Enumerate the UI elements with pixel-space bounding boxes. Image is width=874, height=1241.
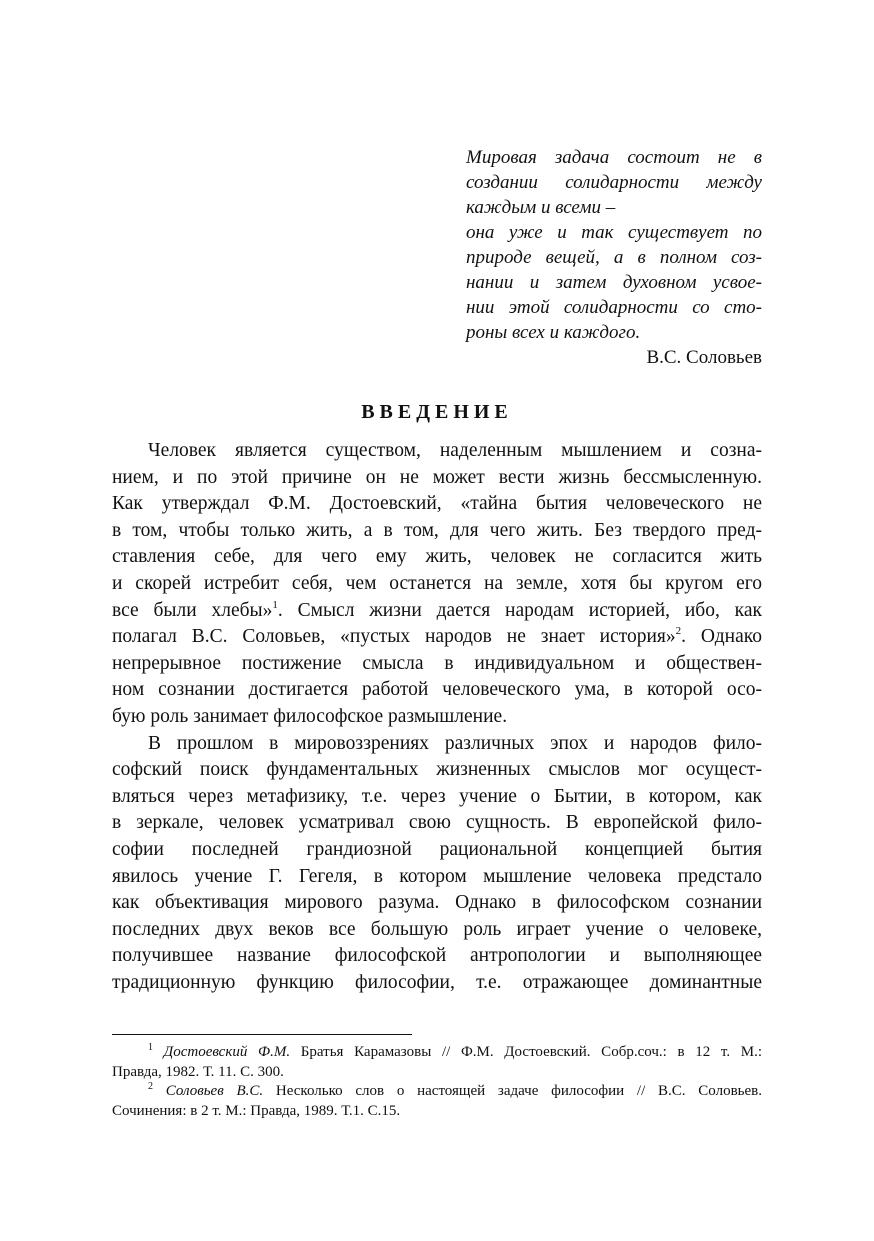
text-line: явилось учение Г. Гегеля, в котором мышление человека предстало: [112, 865, 762, 887]
paragraph-2: [112, 731, 762, 997]
text-line: в зеркале, человек усматривал свою сущность. В европейской фило-: [112, 812, 762, 834]
footnote-text: Братья Карамазовы // Ф.М. Достоевский. Собр.соч.: в 12 т. М.:: [290, 1044, 762, 1060]
text-line: вляться через метафизику, т.е. через учение о Бытии, в котором, как: [112, 785, 762, 807]
footnote-line: [112, 1043, 762, 1063]
text-line: последних двух веков все большую роль играет учение о человеке,: [112, 918, 762, 940]
text-line: ставления себе, для чего ему жить, человек не согласится жить: [112, 546, 762, 568]
text-line: софии последней грандиозной рациональной концепцией бытия: [112, 838, 762, 860]
footnotes: [112, 1043, 762, 1121]
footnote-text: Несколько слов о настоящей задаче философии // В.С. Соловьев.: [263, 1083, 762, 1099]
footnote-author: Достоевский Ф.М.: [163, 1044, 291, 1060]
epigraph: [466, 145, 762, 370]
footnote-line: Правда, 1982. Т. 11. С. 300.: [112, 1063, 284, 1080]
text-line: [112, 598, 762, 625]
paragraph-1: [112, 438, 762, 731]
epigraph-line: создании солидарности между: [466, 172, 762, 193]
epigraph-line: Мировая задача состоит не в: [466, 147, 762, 168]
footnote-author: Соловьев В.С.: [165, 1083, 264, 1099]
epigraph-line: роны всех и каждого.: [466, 322, 641, 343]
text-line: Человек является существом, наделенным мышлением и созна-: [148, 440, 762, 461]
epigraph-line: природе вещей, а в полном соз-: [466, 247, 762, 268]
footnote-line: [112, 1082, 762, 1102]
footnote-2: [112, 1082, 762, 1121]
footnote-mark: 1: [148, 1042, 153, 1053]
text-segment: полагал В.С. Соловьев, «пустых народов не знает история»: [112, 626, 676, 648]
text-line: Как утверждал Ф.М. Достоевский, «тайна бытия человеческого не: [112, 493, 762, 515]
text-segment: все были хлебы»: [112, 599, 273, 621]
epigraph-line: она уже и так существует по: [466, 222, 762, 243]
epigraph-line: каждым и всеми –: [466, 197, 616, 218]
footnote-divider: [112, 1034, 412, 1035]
footnote-ref-1[interactable]: 1: [272, 598, 278, 611]
text-line: получившее название философской антропологии и выполняющее: [112, 945, 762, 967]
text-line: в том, чтобы только жить, а в том, для чего жить. Без твердого пред-: [112, 519, 762, 541]
text-line: бую роль занимает философское размышление.: [112, 705, 508, 727]
epigraph-line: нании и затем духовном усвое-: [466, 272, 762, 293]
text-line: как объективация мирового разума. Однако в философском сознании: [112, 892, 762, 914]
body-text: [112, 438, 762, 996]
text-line: нием, и по этой причине он не может вести жизнь бессмысленную.: [112, 466, 762, 488]
text-segment: . Смысл жизни дается народам историей, ибо, как: [277, 599, 762, 621]
footnote-mark: 2: [148, 1081, 153, 1092]
epigraph-author: В.С. Соловьев: [646, 347, 762, 368]
section-heading: ВВЕДЕНИЕ: [361, 401, 513, 423]
text-line: ном сознании достигается работой человеческого ума, в которой осо-: [112, 679, 762, 701]
text-line: [112, 624, 762, 651]
text-segment: . Однако: [681, 626, 762, 648]
footnote-ref-2[interactable]: 2: [675, 625, 682, 638]
text-line: и скорей истребит себя, чем останется на земле, хотя бы кругом его: [112, 572, 762, 594]
text-line: софский поиск фундаментальных жизненных смыслов мог осущест-: [112, 759, 762, 781]
text-line: традиционную функцию философии, т.е. отражающее доминантные: [112, 971, 762, 993]
text-line: непрерывное постижение смысла в индивидуальном и обществен-: [112, 652, 762, 674]
footnote-line: Сочинения: в 2 т. М.: Правда, 1989. Т.1. С.15.: [112, 1102, 401, 1119]
text-line: В прошлом в мировоззрениях различных эпох и народов фило-: [148, 732, 762, 754]
epigraph-line: нии этой солидарности со сто-: [466, 297, 762, 318]
footnote-1: [112, 1043, 762, 1082]
